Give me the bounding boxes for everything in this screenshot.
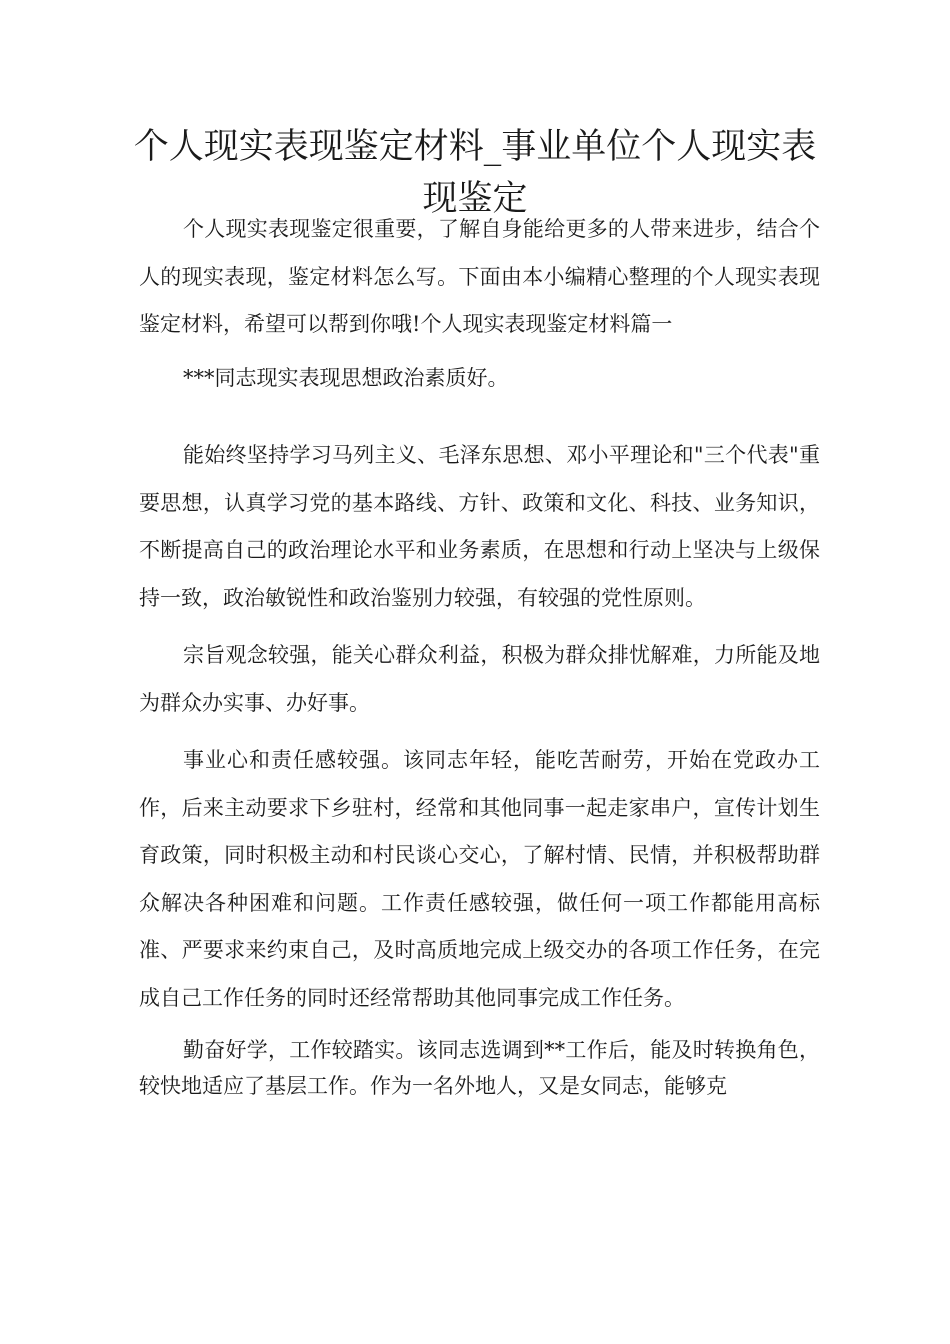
paragraph-purpose: 宗旨观念较强，能关心群众利益，积极为群众排忧解难，力所能及地为群众办实事、办好事。 [139, 643, 820, 715]
paragraph-diligence: 勤奋好学，工作较踏实。该同志选调到**工作后，能及时转换角色，较快地适应了基层工作。作为一名外地人，又是女同志，能够克 [139, 1038, 820, 1098]
paragraph-intro: 个人现实表现鉴定很重要，了解自身能给更多的人带来进步，结合个人的现实表现，鉴定材料怎么写。下面由本小编精心整理的个人现实表现鉴定材料，希望可以帮到你哦!个人现实表现鉴定材料篇一 [139, 217, 820, 336]
document-body [139, 206, 820, 1104]
document-title: 个人现实表现鉴定材料_事业单位个人现实表现鉴定 [133, 127, 817, 220]
paragraph-political: 能始终坚持学习马列主义、毛泽东思想、邓小平理论和"三个代表"重要思想，认真学习党的基本路线、方针、政策和文化、科技、业务知识，不断提高自己的政治理论水平和业务素质，在思想和行动上坚决与上级保持一致，政治敏锐性和政治鉴别力较强，有较强的党性原则。 [139, 443, 820, 610]
paragraph-subject: ***同志现实表现思想政治素质好。 [183, 365, 509, 390]
paragraph-responsibility: 事业心和责任感较强。该同志年轻，能吃苦耐劳，开始在党政办工作，后来主动要求下乡驻村，经常和其他同事一起走家串户，宣传计划生育政策，同时积极主动和村民谈心交心，了解村情、民情，并积极帮助群众解决各种困难和问题。工作责任感较强，做任何一项工作都能用高标准、严要求来约束自己，及时高质地完成上级交办的各项工作任务，在完成自己工作任务的同时还经常帮助其他同事完成工作任务。 [139, 748, 820, 1010]
